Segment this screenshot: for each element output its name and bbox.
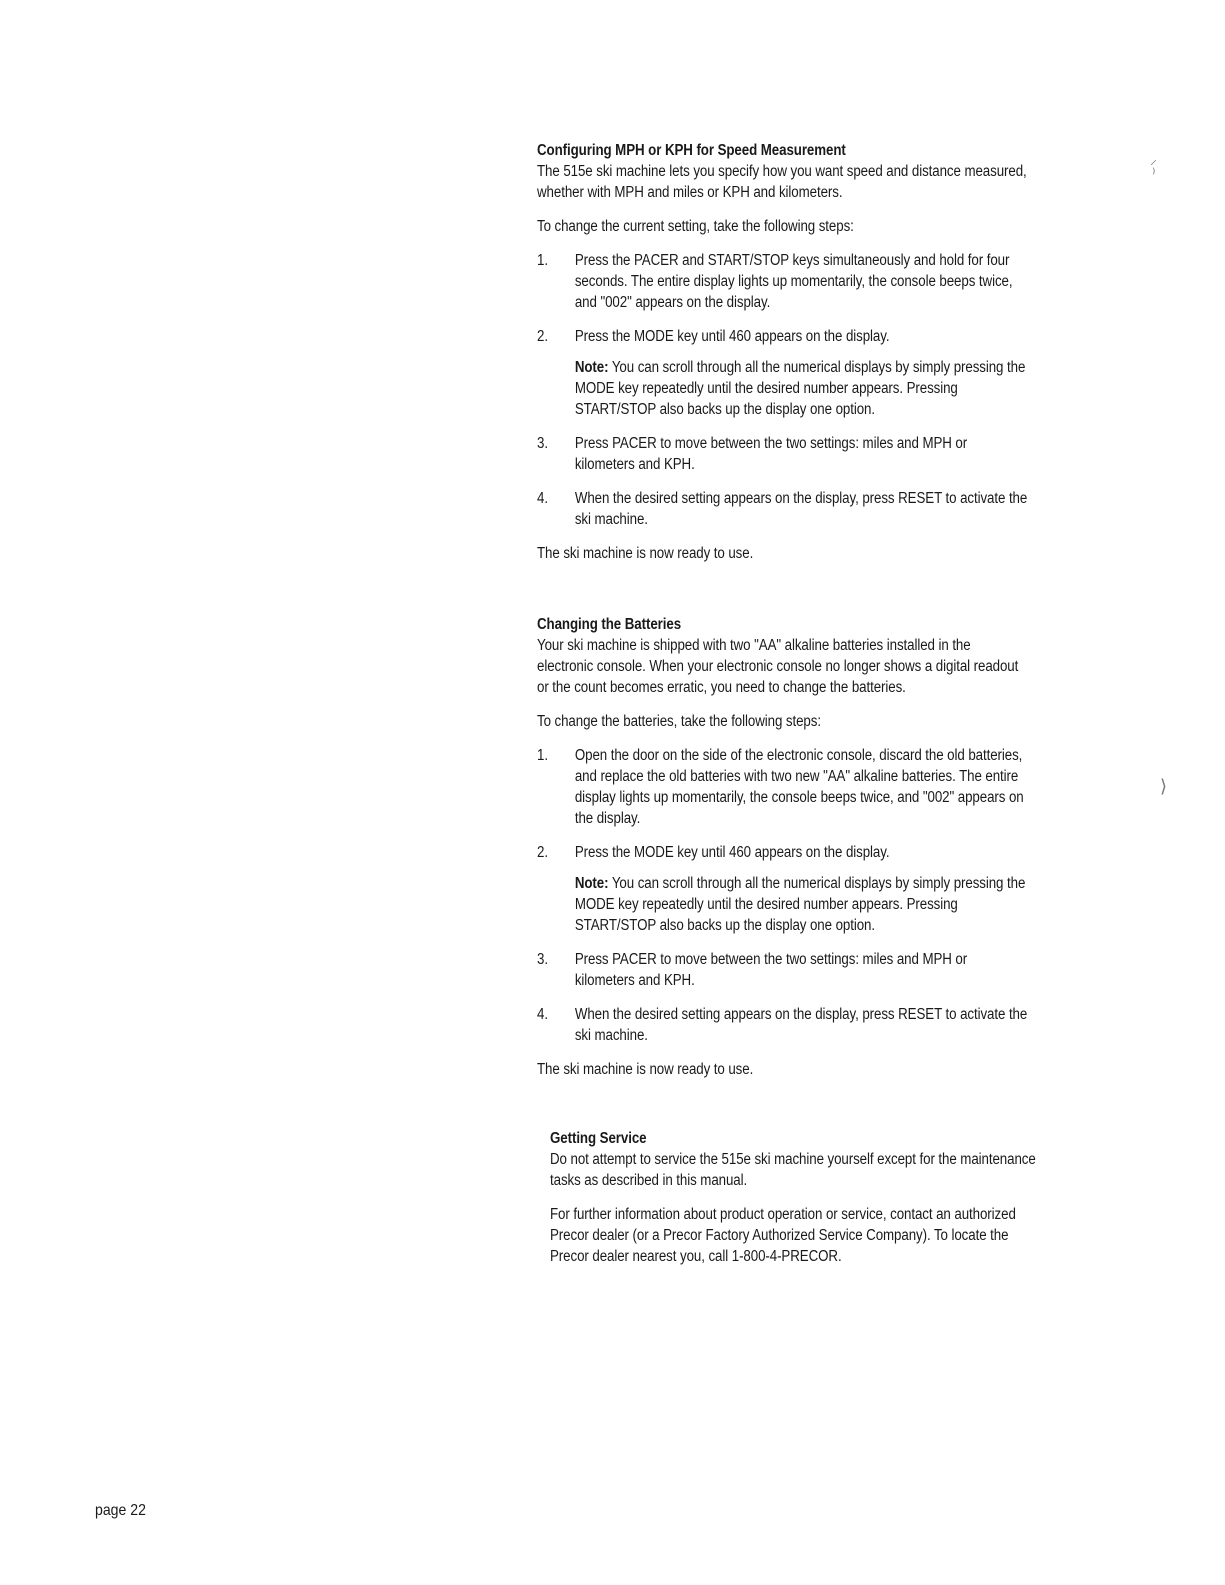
list-item [537, 949, 1027, 991]
step-text: Press the PACER and START/STOP keys simultaneously and hold for four seconds. The entire display lights up momentarily, the console beeps twice, and "002" appears on the display. [574, 252, 1013, 311]
step-text: Press PACER to move between the two settings: miles and MPH or kilometers and KPH. [574, 951, 968, 989]
steps-list [537, 745, 1027, 1046]
step-number: 1. [537, 747, 548, 764]
steps-list [537, 250, 1027, 530]
step-text: Open the door on the side of the electronic console, discard the old batteries, and replace the old batteries with two new "AA" alkaline batteries. The entire display lights up momentarily, the console beeps twice, and "002" appears on the display. [574, 747, 1024, 827]
step-text: Press the MODE key until 460 appears on the display. [574, 328, 890, 345]
step-text: Press the MODE key until 460 appears on the display. [574, 844, 890, 861]
step-number: 2. [537, 844, 548, 861]
note-label: Note: [574, 359, 609, 376]
step-note [575, 357, 1027, 420]
step-number: 1. [537, 252, 548, 269]
list-item [537, 1004, 1027, 1046]
note-label: Note: [574, 875, 609, 892]
step-number: 3. [537, 951, 548, 968]
list-item [537, 433, 1027, 475]
note-text: You can scroll through all the numerical displays by simply pressing the MODE key repeatedly until the desired number appears. Pressing START/STOP also backs up the display one option. [574, 875, 1026, 934]
scan-mark: ⟩ [1160, 776, 1168, 796]
scan-mark: ⁾ [1152, 165, 1156, 181]
section-closing: The ski machine is now ready to use. [537, 1061, 754, 1078]
step-note [575, 873, 1027, 936]
step-number: 4. [537, 490, 548, 507]
steps-lead: To change the batteries, take the following steps: [537, 713, 821, 730]
section-changing-batteries [537, 614, 1027, 1093]
step-number: 4. [537, 1006, 548, 1023]
section-configuring-mph-kph [537, 140, 1027, 577]
service-paragraph: Do not attempt to service the 515e ski machine yourself except for the maintenance tasks as described in this manual. [550, 1151, 1036, 1189]
section-intro: The 515e ski machine lets you specify how you want speed and distance measured, whether with MPH and miles or KPH and kilometers. [537, 163, 1027, 201]
scan-mark: ⸝ [1150, 151, 1157, 167]
step-text: Press PACER to move between the two settings: miles and MPH or kilometers and KPH. [574, 435, 968, 473]
section-heading: Getting Service [550, 1130, 647, 1147]
step-number: 2. [537, 328, 548, 345]
list-item [537, 842, 1027, 936]
step-text: When the desired setting appears on the display, press RESET to activate the ski machine. [574, 490, 1028, 528]
list-item [537, 326, 1027, 420]
section-getting-service [550, 1128, 1040, 1280]
page-number: page 22 [95, 1502, 146, 1519]
service-paragraph: For further information about product operation or service, contact an authorized Precor dealer (or a Precor Factory Authorized Service Company). To locate the Precor dealer nearest you, call 1-800-4-PRECOR. [550, 1206, 1016, 1265]
note-text: You can scroll through all the numerical displays by simply pressing the MODE key repeatedly until the desired number appears. Pressing START/STOP also backs up the display one option. [574, 359, 1026, 418]
step-text: When the desired setting appears on the display, press RESET to activate the ski machine. [574, 1006, 1028, 1044]
section-intro: Your ski machine is shipped with two "AA" alkaline batteries installed in the electronic console. When your electronic console no longer shows a digital readout or the count becomes erratic, you need to change the batteries. [537, 637, 1019, 696]
list-item [537, 488, 1027, 530]
section-heading: Configuring MPH or KPH for Speed Measurement [537, 142, 846, 159]
section-heading: Changing the Batteries [537, 616, 682, 633]
list-item [537, 745, 1027, 829]
section-closing: The ski machine is now ready to use. [537, 545, 754, 562]
list-item [537, 250, 1027, 313]
steps-lead: To change the current setting, take the following steps: [537, 218, 854, 235]
step-number: 3. [537, 435, 548, 452]
